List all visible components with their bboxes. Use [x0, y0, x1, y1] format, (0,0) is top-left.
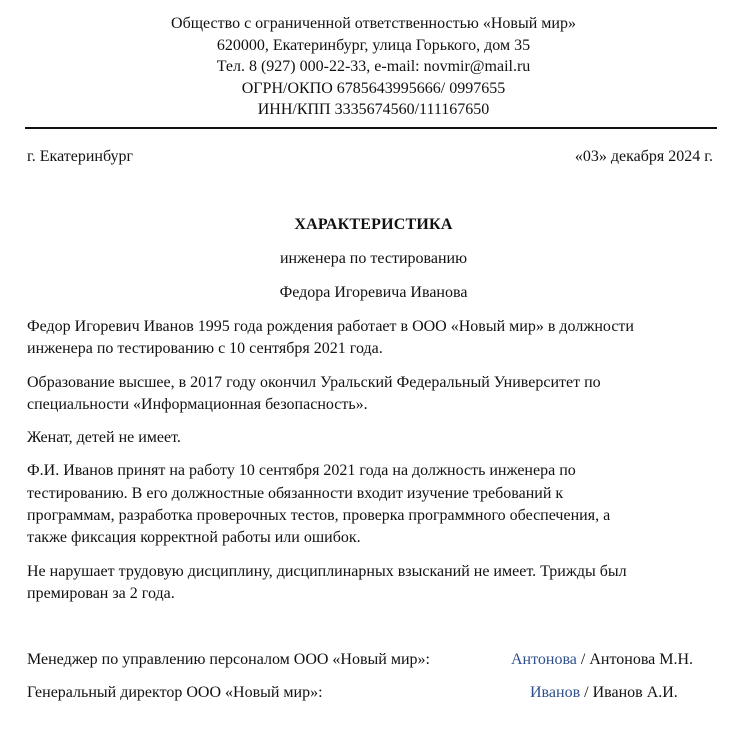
paragraph-line: тестированию. В его должностные обязанности входит изучение требований к	[27, 484, 564, 502]
signatory-role: Менеджер по управлению персоналом ООО «Новый мир»:	[27, 651, 430, 668]
handwritten-signature: Антонова	[511, 651, 577, 668]
handwritten-signature: Иванов	[530, 684, 581, 701]
document-body	[27, 316, 717, 616]
paragraph-line: Не нарушает трудовую дисциплину, дисциплинарных взысканий не имеет. Трижды был	[27, 562, 627, 580]
signature-block	[530, 684, 678, 702]
document-subtitle-position: инженера по тестированию	[279, 250, 468, 267]
document-subtitle-name: Федора Игоревича Иванова	[279, 284, 468, 301]
signature-block	[511, 651, 693, 669]
company-inn-kpp: ИНН/КПП 3335674560/111167650	[257, 101, 490, 119]
paragraph-line: Образование высшее, в 2017 году окончил Уральский Федеральный Университет по	[27, 373, 601, 391]
paragraph-line: Женат, детей не имеет.	[27, 429, 181, 447]
company-name: Общество с ограниченной ответственностью «Новый мир»	[171, 15, 576, 32]
paragraph-discipline	[27, 561, 717, 606]
signature-separator: /	[576, 651, 590, 668]
document-place: г. Екатеринбург	[27, 148, 134, 165]
place-date-row	[27, 148, 713, 166]
paragraph-line: специальности «Информационная безопасность».	[27, 395, 368, 413]
paragraph-line: Федор Игоревич Иванов 1995 года рождения работает в ООО «Новый мир» в должности	[27, 318, 634, 335]
paragraph-line: также фиксация корректной работы или ошибок.	[27, 529, 361, 547]
company-ogrn-okpo: ОГРН/ОКПО 6785643995666/ 0997655	[241, 79, 506, 97]
paragraph-employment	[27, 316, 717, 361]
header-divider	[25, 127, 717, 129]
document-date: «03» декабря 2024 г.	[574, 148, 713, 165]
paragraph-duties	[27, 460, 717, 549]
company-contacts: Тел. 8 (927) 000-22-33, e-mail: novmir@mail.ru	[216, 58, 531, 76]
paragraph-line: премирован за 2 года.	[27, 584, 175, 602]
signature-separator: /	[580, 684, 593, 701]
paragraph-family	[27, 427, 717, 449]
paragraph-line: инженера по тестированию с 10 сентября 2021 года.	[27, 340, 383, 358]
signatory-role: Генеральный директор ООО «Новый мир»:	[27, 684, 323, 701]
signatory-name: Иванов А.И.	[592, 684, 678, 701]
company-header	[0, 13, 747, 121]
paragraph-line: Ф.И. Иванов принят на работу 10 сентября 2021 года на должность инженера по	[27, 462, 576, 480]
company-address: 620000, Екатеринбург, улица Горького, дом 35	[216, 36, 531, 54]
paragraph-education	[27, 372, 717, 417]
paragraph-line: программам, разработка проверочных тестов, проверка программного обеспечения, а	[27, 507, 611, 525]
document-title: ХАРАКТЕРИСТИКА	[294, 216, 453, 233]
signatory-name: Антонова М.Н.	[589, 651, 694, 668]
